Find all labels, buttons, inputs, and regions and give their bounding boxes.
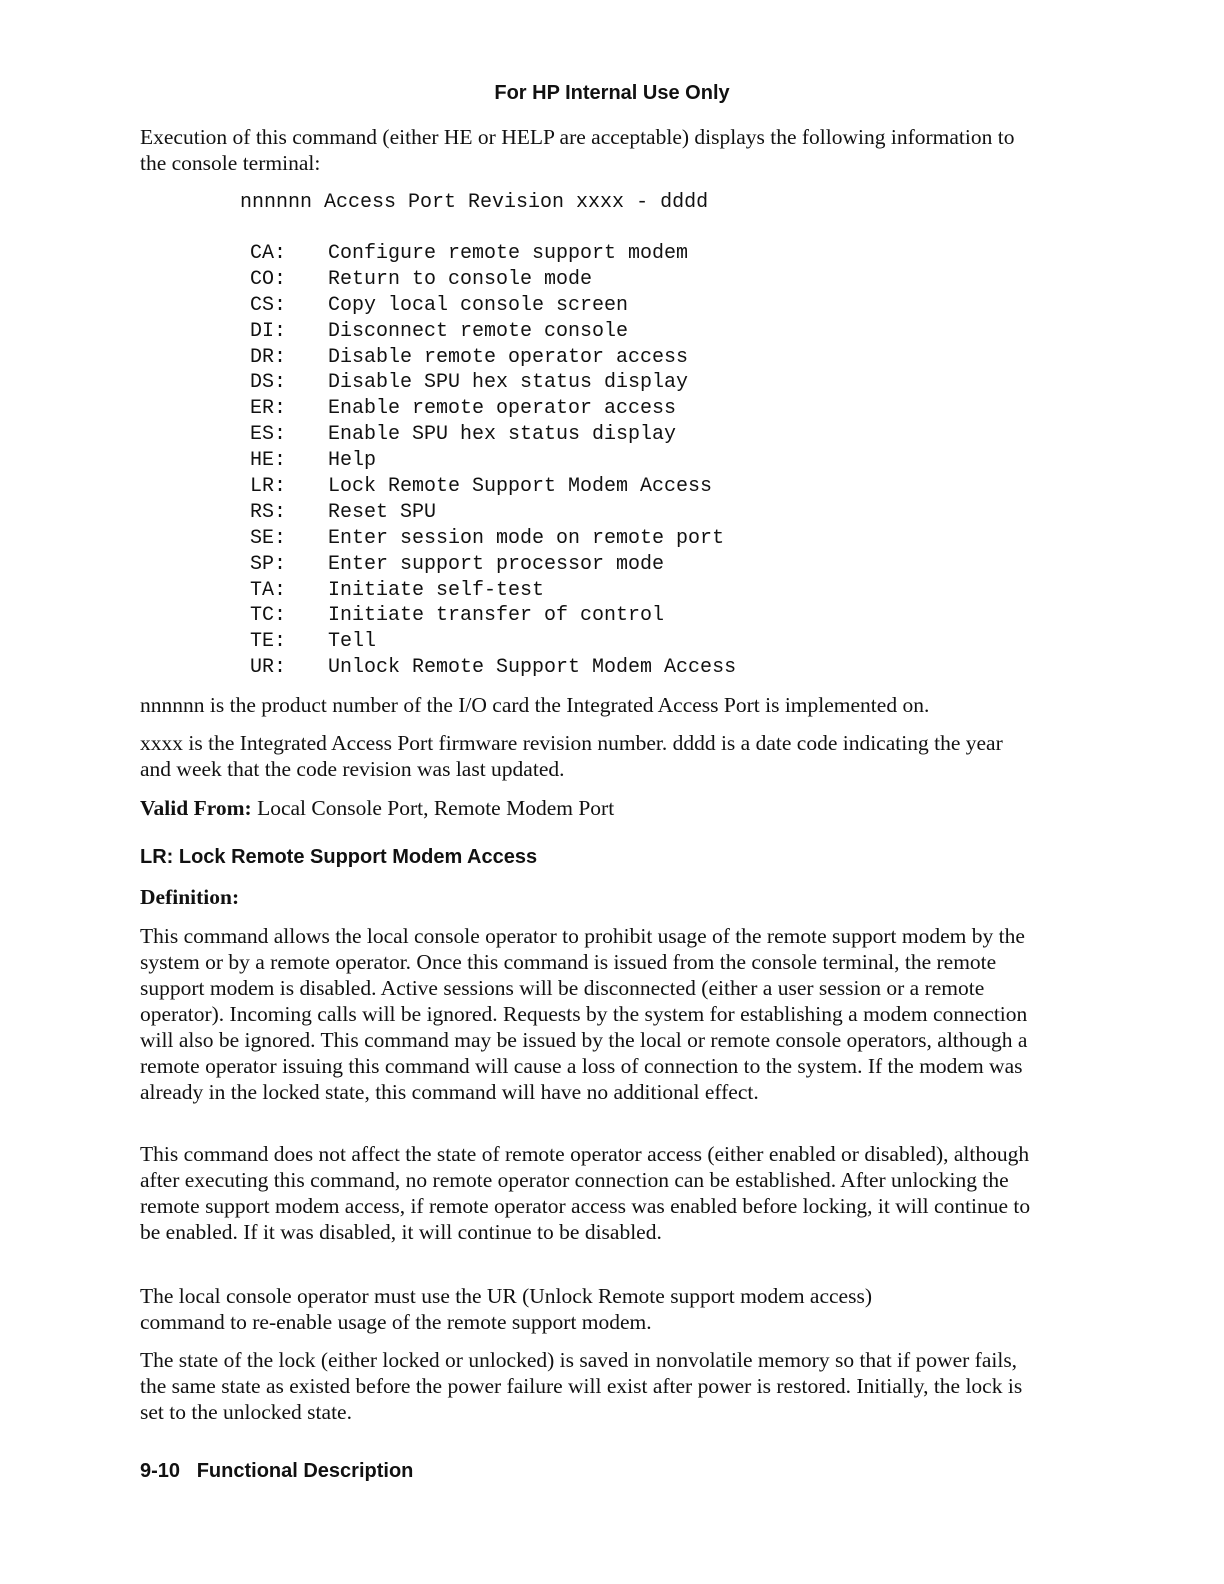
command-description: Initiate transfer of control: [328, 604, 665, 628]
definition-paragraph: This command does not affect the state of remote operator access (either enabled or disabled), although after executing this command, no remote operator connection can be established. After unlocking the remote support modem access, if remote operator access was enabled before locking, it will continue to be enabled. If it was disabled, it will continue to be disabled.: [140, 1142, 1031, 1244]
help-output-title: nnnnnn Access Port Revision xxxx - dddd: [240, 191, 709, 214]
command-row: [250, 422, 736, 448]
definition-paragraph: The local console operator must use the UR (Unlock Remote support modem access) command to re-enable usage of the remote support modem.: [140, 1284, 872, 1334]
command-code: UR:: [250, 656, 287, 680]
command-row: [250, 370, 736, 396]
command-row: [250, 578, 736, 604]
command-description: Enter session mode on remote port: [328, 526, 725, 550]
section-title: LR: Lock Remote Support Modem Access: [140, 846, 538, 868]
definition-paragraph: The state of the lock (either locked or unlocked) is saved in nonvolatile memory so that if power fails, the same state as existed before the power failure will exist after power is restored. Initially, the lock is set to the unlocked state.: [140, 1348, 1023, 1424]
command-row: [250, 500, 736, 526]
definition-label: Definition:: [140, 885, 240, 909]
command-row: [250, 474, 736, 500]
command-list: [250, 241, 736, 681]
valid-from-label: Valid From:: [140, 796, 252, 820]
page-number: 9-10: [140, 1460, 181, 1482]
command-row: [250, 267, 736, 293]
command-description: Tell: [328, 630, 377, 654]
command-row: [250, 552, 736, 578]
command-code: ER:: [250, 397, 287, 421]
command-row: [250, 603, 736, 629]
command-code: SP:: [250, 552, 287, 576]
command-code: DR:: [250, 345, 287, 369]
valid-from-value: Local Console Port, Remote Modem Port: [257, 796, 615, 820]
chapter-title: Functional Description: [196, 1460, 414, 1482]
command-code: TE:: [250, 630, 287, 654]
command-description: Configure remote support modem: [328, 242, 689, 265]
command-row: [250, 319, 736, 345]
xxxx-note: xxxx is the Integrated Access Port firmware revision number. dddd is a date code indicating the year and week that the code revision was last updated.: [140, 731, 1003, 781]
command-description: Unlock Remote Support Modem Access: [328, 656, 737, 680]
command-row: [250, 448, 736, 474]
command-row: [250, 629, 736, 655]
command-code: SE:: [250, 526, 287, 550]
command-row: [250, 241, 736, 267]
command-description: Initiate self-test: [328, 578, 545, 602]
command-row: [250, 293, 736, 319]
command-description: Disable remote operator access: [328, 345, 689, 369]
command-code: DS:: [250, 371, 287, 395]
command-code: CS:: [250, 293, 287, 317]
page-footer: [140, 1460, 413, 1483]
command-code: ES:: [250, 423, 287, 447]
intro-paragraph: Execution of this command (either HE or HELP are acceptable) displays the following information to the console terminal:: [140, 125, 1015, 175]
command-description: Reset SPU: [328, 500, 437, 524]
page-header: For HP Internal Use Only: [494, 82, 730, 104]
command-row: [250, 396, 736, 422]
command-row: [250, 526, 736, 552]
definition-paragraph: This command allows the local console operator to prohibit usage of the remote support modem by the system or by a remote operator. Once this command is issued from the console terminal, the remote support modem is disabled. Active sessions will be disconnected (either a user session or a remote operator). Incoming calls will be ignored. Requests by the system for establishing a modem connection will also be ignored. This command may be issued by the local or remote console operators, although a remote operator issuing this command will cause a loss of connection to the system. If the modem was already in the locked state, this command will have no additional effect.: [140, 924, 1028, 1104]
command-description: Copy local console screen: [328, 293, 629, 317]
command-description: Return to console mode: [328, 267, 593, 291]
nnnnnn-note: nnnnnn is the product number of the I/O card the Integrated Access Port is implemented on.: [140, 693, 930, 717]
command-code: CO:: [250, 267, 287, 291]
command-code: CA:: [250, 242, 287, 265]
command-description: Disable SPU hex status display: [328, 371, 689, 395]
command-description: Lock Remote Support Modem Access: [328, 475, 713, 499]
command-code: TA:: [250, 578, 287, 602]
command-description: Enable remote operator access: [328, 397, 677, 421]
command-description: Enter support processor mode: [328, 552, 665, 576]
command-code: HE:: [250, 449, 287, 473]
command-code: RS:: [250, 500, 287, 524]
command-row: [250, 655, 736, 681]
command-description: Enable SPU hex status display: [328, 423, 677, 447]
command-code: TC:: [250, 604, 287, 628]
valid-from: [140, 795, 1040, 821]
command-description: Disconnect remote console: [328, 319, 629, 343]
command-description: Help: [328, 449, 377, 473]
command-code: LR:: [250, 475, 287, 499]
command-row: [250, 345, 736, 371]
command-code: DI:: [250, 319, 287, 343]
